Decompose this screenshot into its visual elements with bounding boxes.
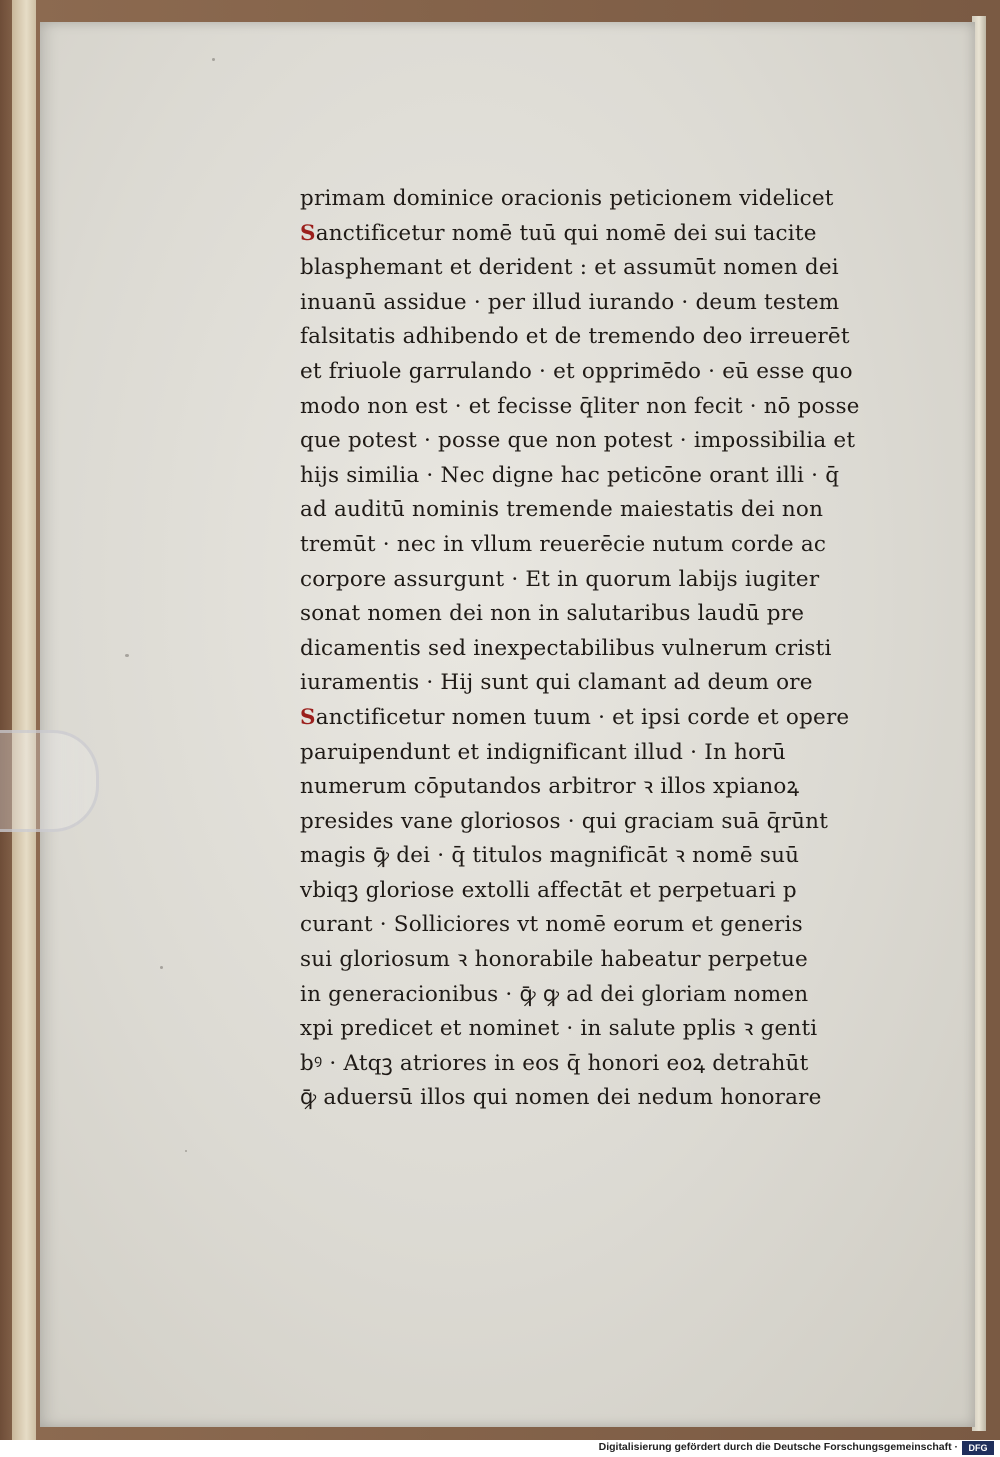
text-line — [300, 701, 860, 736]
text-line — [300, 839, 860, 874]
footer-bar — [0, 1440, 1000, 1457]
text-line — [300, 355, 860, 390]
line-text: que potest · posse que non potest · impossibilia et — [300, 428, 856, 454]
text-line — [300, 1047, 860, 1082]
text-line — [300, 1081, 860, 1116]
line-text: sui gloriosum ꝛ honorabile habeatur perpetue — [300, 947, 808, 973]
text-line — [300, 286, 860, 321]
paper-speck — [160, 966, 163, 969]
text-line — [300, 390, 860, 425]
text-line — [300, 908, 860, 943]
paper-speck — [212, 58, 215, 61]
line-text: anctificetur nomen tuum · et ipsi corde et opere — [315, 704, 850, 730]
paper-speck — [125, 654, 129, 657]
line-text: dicamentis sed inexpectabilibus vulnerum cristi — [300, 635, 832, 661]
text-line — [300, 182, 860, 217]
text-line — [300, 320, 860, 355]
dfg-logo: DFG — [962, 1441, 994, 1455]
text-line — [300, 424, 860, 459]
line-text: anctificetur nomē tuū qui nomē dei sui tacite — [315, 220, 817, 246]
line-text: bꝰ · Atqꝫ atriores in eos q̄ honori eoꝝ detrahūt — [300, 1050, 809, 1076]
text-line — [300, 874, 860, 909]
line-text: numerum cōputandos arbitror ꝛ illos xpianoꝝ — [300, 774, 800, 800]
line-text: corpore assurgunt · Et in quorum labijs iugiter — [300, 566, 820, 592]
line-text: curant · Solliciores vt nomē eorum et generis — [300, 912, 803, 938]
text-line — [300, 493, 860, 528]
line-text: modo non est · et fecisse q̄liter non fecit · nō posse — [300, 393, 860, 419]
text-line — [300, 978, 860, 1013]
text-line — [300, 597, 860, 632]
text-line — [300, 805, 860, 840]
rubricated-initial: S — [300, 704, 316, 730]
binding-edge — [12, 0, 36, 1440]
rubricated-initial: S — [300, 220, 316, 246]
line-text: blasphemant et derident : et assumūt nomen dei — [300, 255, 839, 281]
line-text: sonat nomen dei non in salutaribus laudū pre — [300, 601, 805, 627]
line-text: falsitatis adhibendo et de tremendo deo irreuerēt — [300, 324, 850, 350]
line-text: tremūt · nec in vllum reuerēcie nutum corde ac — [300, 531, 827, 557]
line-text: et friuole garrulando · et opprimēdo · eū esse quo — [300, 358, 853, 384]
line-text: ad auditū nominis tremende maiestatis dei non — [300, 497, 824, 523]
text-line — [300, 666, 860, 701]
line-text: paruipendunt et indignificant illud · In horū — [300, 739, 786, 765]
line-text: vbiqꝫ gloriose extolli affectāt et perpetuari p — [300, 877, 797, 903]
text-block — [300, 182, 860, 1116]
paper-speck — [185, 1150, 187, 1152]
text-line — [300, 1012, 860, 1047]
line-text: iuramentis · Hij sunt qui clamant ad deum ore — [300, 670, 813, 696]
text-line — [300, 736, 860, 771]
page-clip — [0, 730, 99, 832]
line-text: presides vane gloriosos · qui graciam suā q̄rūnt — [300, 808, 829, 834]
text-line — [300, 459, 860, 494]
line-text: magis ꝙ̄ dei · q̄ titulos magnificāt ꝛ nomē suū — [300, 843, 800, 869]
text-line — [300, 528, 860, 563]
line-text: xpi predicet et nominet · in salute pplis ꝛ genti — [300, 1016, 818, 1042]
line-text: primam dominice oracionis peticionem videlicet — [300, 186, 834, 211]
funding-credit: Digitalisierung gefördert durch die Deutsche Forschungsgemeinschaft · — [598, 1441, 958, 1453]
text-line — [300, 251, 860, 286]
text-line — [300, 770, 860, 805]
line-text: inuanū assidue · per illud iurando · deum testem — [300, 289, 840, 315]
line-text: hijs similia · Nec digne hac peticōne orant illi · q̄ — [300, 462, 840, 488]
text-line — [300, 632, 860, 667]
text-line — [300, 217, 860, 252]
text-line — [300, 563, 860, 598]
line-text: ꝙ̄ aduersū illos qui nomen dei nedum honorare — [300, 1085, 822, 1111]
text-line — [300, 943, 860, 978]
line-text: in generacionibus · ꝙ̄ ꝙ ad dei gloriam nomen — [300, 981, 809, 1007]
